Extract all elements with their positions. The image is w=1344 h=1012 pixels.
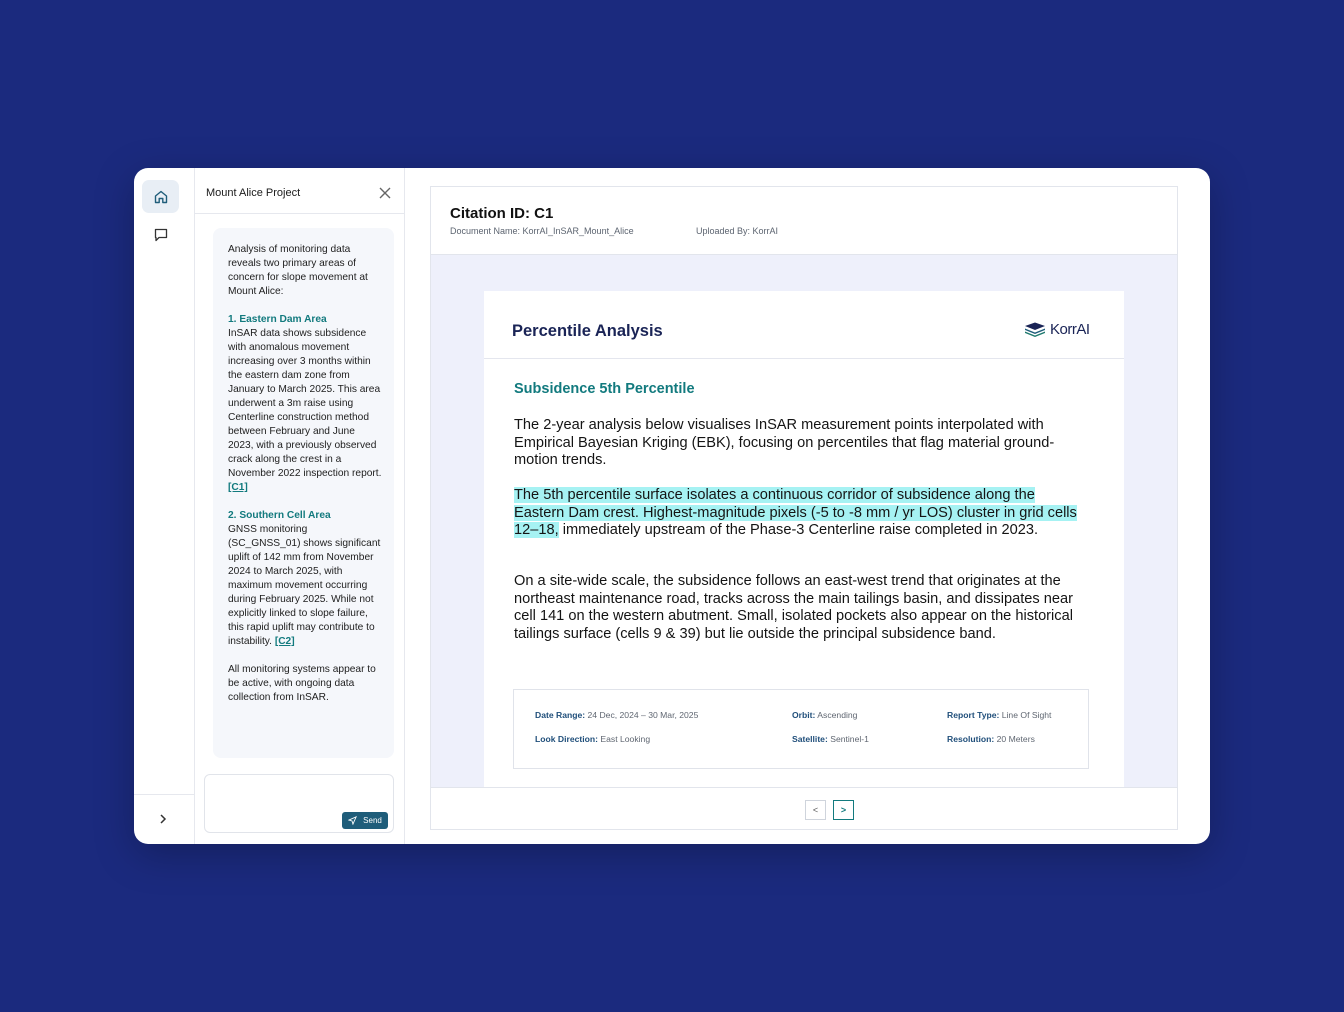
paragraph-site-wide: On a site-wide scale, the subsidence follows an east-west trend that originates at the northeast maintenance road, tracks across the main tailings basin, and dissipates near cell 141 on the western abutment. Small, isolated pockets also appear on the historical tailings surface (cells 9 & 39) but lie outside the principal subsidence band. <box>514 573 1073 642</box>
next-page-button[interactable]: > <box>833 800 854 820</box>
paragraph-text: immediately upstream of the Phase-3 Centerline raise completed in 2023. <box>558 522 1039 539</box>
highlighted-citation-text: The 5th percentile surface isolates a continuous corridor of subsidence along the Eastern Dam crest. Highest-magnitude pixels (-5 to -8 mm / yr LOS) cluster in grid cells 12–18, <box>514 487 1077 539</box>
prev-page-button[interactable]: < <box>805 800 826 820</box>
viewer-header <box>431 187 1177 255</box>
document-scroll-area[interactable] <box>431 255 1177 787</box>
citation-link-c2[interactable]: [C2] <box>274 636 295 647</box>
project-title: Mount Alice Project <box>206 187 301 199</box>
meta-look-direction: Look Direction: East Looking <box>535 734 651 744</box>
meta-orbit: Orbit: Ascending <box>792 710 858 720</box>
rail-divider <box>134 794 194 795</box>
message-closing: All monitoring systems appear to be active, with ongoing data collection from InSAR. <box>228 664 376 703</box>
meta-report-type: Report Type: Line Of Sight <box>947 710 1052 720</box>
meta-date-range: Date Range: 24 Dec, 2024 – 30 Mar, 2025 <box>535 710 699 720</box>
message-section <box>228 509 382 649</box>
document-viewer <box>430 186 1178 830</box>
meta-resolution: Resolution: 20 Meters <box>947 734 1035 744</box>
uploaded-by: Uploaded By: KorrAI <box>696 226 779 236</box>
chat-input[interactable] <box>211 781 387 811</box>
meta-satellite: Satellite: Sentinel-1 <box>792 734 869 744</box>
home-button[interactable] <box>142 180 179 213</box>
korrai-logo <box>1024 321 1090 338</box>
citation-id: Citation ID: C1 <box>450 205 554 222</box>
send-button[interactable] <box>342 812 388 829</box>
logo-text: KorrAI <box>1050 321 1090 338</box>
chat-header <box>195 168 405 214</box>
chat-icon <box>153 227 169 243</box>
page-header <box>484 291 1124 359</box>
section-title: 1. Eastern Dam Area <box>228 314 327 325</box>
chat-button[interactable] <box>142 218 179 251</box>
section-body: GNSS monitoring (SC_GNSS_01) shows significant uplift of 142 mm from November 2024 to March 2025, with maximum movement occurring during February 2025. While not explicitly linked to slope failure, this rapid uplift may contribute to instability. <box>228 524 381 647</box>
chat-panel <box>195 168 405 844</box>
section-body: InSAR data shows subsidence with anomalous movement increasing over 3 months within the eastern dam zone from January to March 2025. This area underwent a 3m raise using Centerline construction method between February and June 2023, with a previously observed crack along the crest in a November 2022 inspection report. <box>228 328 382 479</box>
close-icon[interactable] <box>377 185 393 201</box>
expand-button[interactable] <box>152 808 174 830</box>
chat-input-container <box>204 774 394 833</box>
message-intro: Analysis of monitoring data reveals two primary areas of concern for slope movement at Mount Alice: <box>228 244 368 297</box>
pagination-bar <box>431 787 1177 829</box>
paragraph-highlighted <box>514 487 1086 540</box>
section-title: 2. Southern Cell Area <box>228 510 331 521</box>
stack-logo-icon <box>1024 322 1046 338</box>
report-metadata <box>513 689 1089 769</box>
app-window <box>134 168 1210 844</box>
section-heading: Subsidence 5th Percentile <box>514 381 695 397</box>
message-section <box>228 313 382 495</box>
document-name: Document Name: KorrAI_InSAR_Mount_Alice <box>450 226 634 236</box>
document-page <box>484 291 1124 787</box>
assistant-message <box>213 228 394 758</box>
chevron-right-icon <box>158 813 168 825</box>
paragraph-intro: The 2-year analysis below visualises InSAR measurement points interpolated with Empirical Bayesian Kriging (EBK), focusing on percentiles that flag material ground-motion trends. <box>514 417 1055 469</box>
send-icon <box>348 816 357 825</box>
citation-link-c1[interactable]: [C1] <box>228 482 248 493</box>
icon-rail <box>134 168 195 844</box>
home-icon <box>153 189 169 205</box>
page-title: Percentile Analysis <box>512 322 663 340</box>
send-label: Send <box>363 816 382 825</box>
